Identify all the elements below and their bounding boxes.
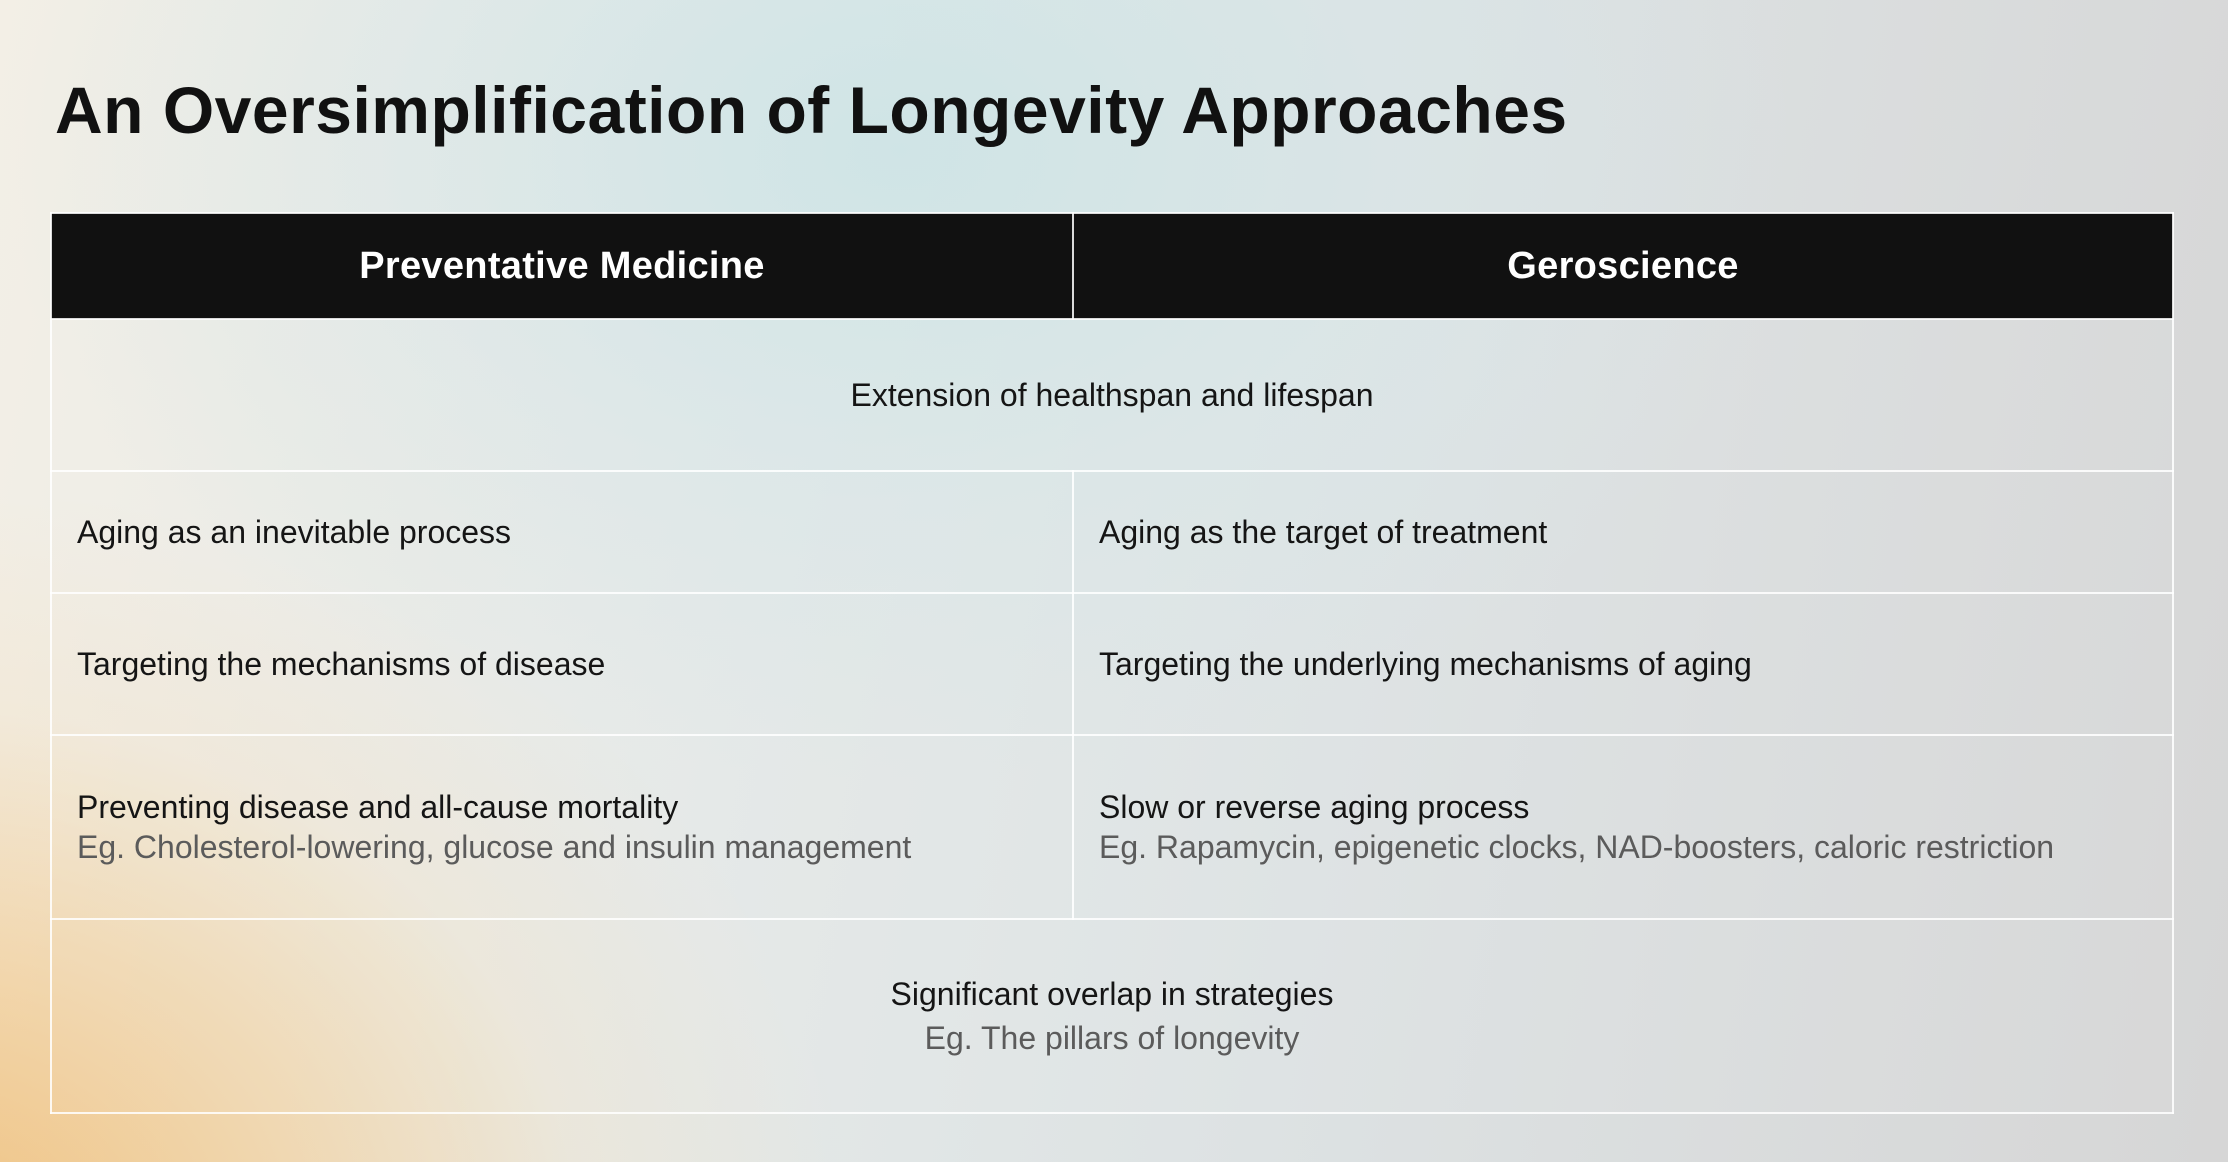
cell-preventative-targets: Targeting the mechanisms of disease bbox=[51, 593, 1073, 735]
cell-geroscience-goal bbox=[1073, 735, 2173, 919]
table-row bbox=[51, 471, 2173, 593]
cell-main-text: Slow or reverse aging process bbox=[1099, 789, 1530, 825]
table-header-row bbox=[51, 213, 2173, 319]
table-row bbox=[51, 319, 2173, 471]
table-row bbox=[51, 919, 2173, 1113]
cell-example-text: Eg. Cholesterol-lowering, glucose and insulin management bbox=[77, 829, 912, 865]
shared-goal-cell: Extension of healthspan and lifespan bbox=[51, 319, 2173, 471]
column-header-geroscience: Geroscience bbox=[1073, 213, 2173, 319]
shared-overlap-cell bbox=[51, 919, 2173, 1113]
page-title: An Oversimplification of Longevity Approaches bbox=[55, 73, 1568, 147]
cell-geroscience-targets: Targeting the underlying mechanisms of aging bbox=[1073, 593, 2173, 735]
column-header-preventative-medicine: Preventative Medicine bbox=[51, 213, 1073, 319]
table-row bbox=[51, 735, 2173, 919]
cell-geroscience-view-of-aging: Aging as the target of treatment bbox=[1073, 471, 2173, 593]
cell-preventative-goal bbox=[51, 735, 1073, 919]
cell-main-text: Significant overlap in strategies bbox=[890, 976, 1334, 1012]
cell-example-text: Eg. Rapamycin, epigenetic clocks, NAD-boosters, caloric restriction bbox=[1099, 829, 2055, 865]
comparison-table bbox=[50, 212, 2174, 1114]
table-row bbox=[51, 593, 2173, 735]
cell-preventative-view-of-aging: Aging as an inevitable process bbox=[51, 471, 1073, 593]
cell-example-text: Eg. The pillars of longevity bbox=[924, 1020, 1300, 1056]
cell-main-text: Preventing disease and all-cause mortality bbox=[77, 789, 679, 825]
